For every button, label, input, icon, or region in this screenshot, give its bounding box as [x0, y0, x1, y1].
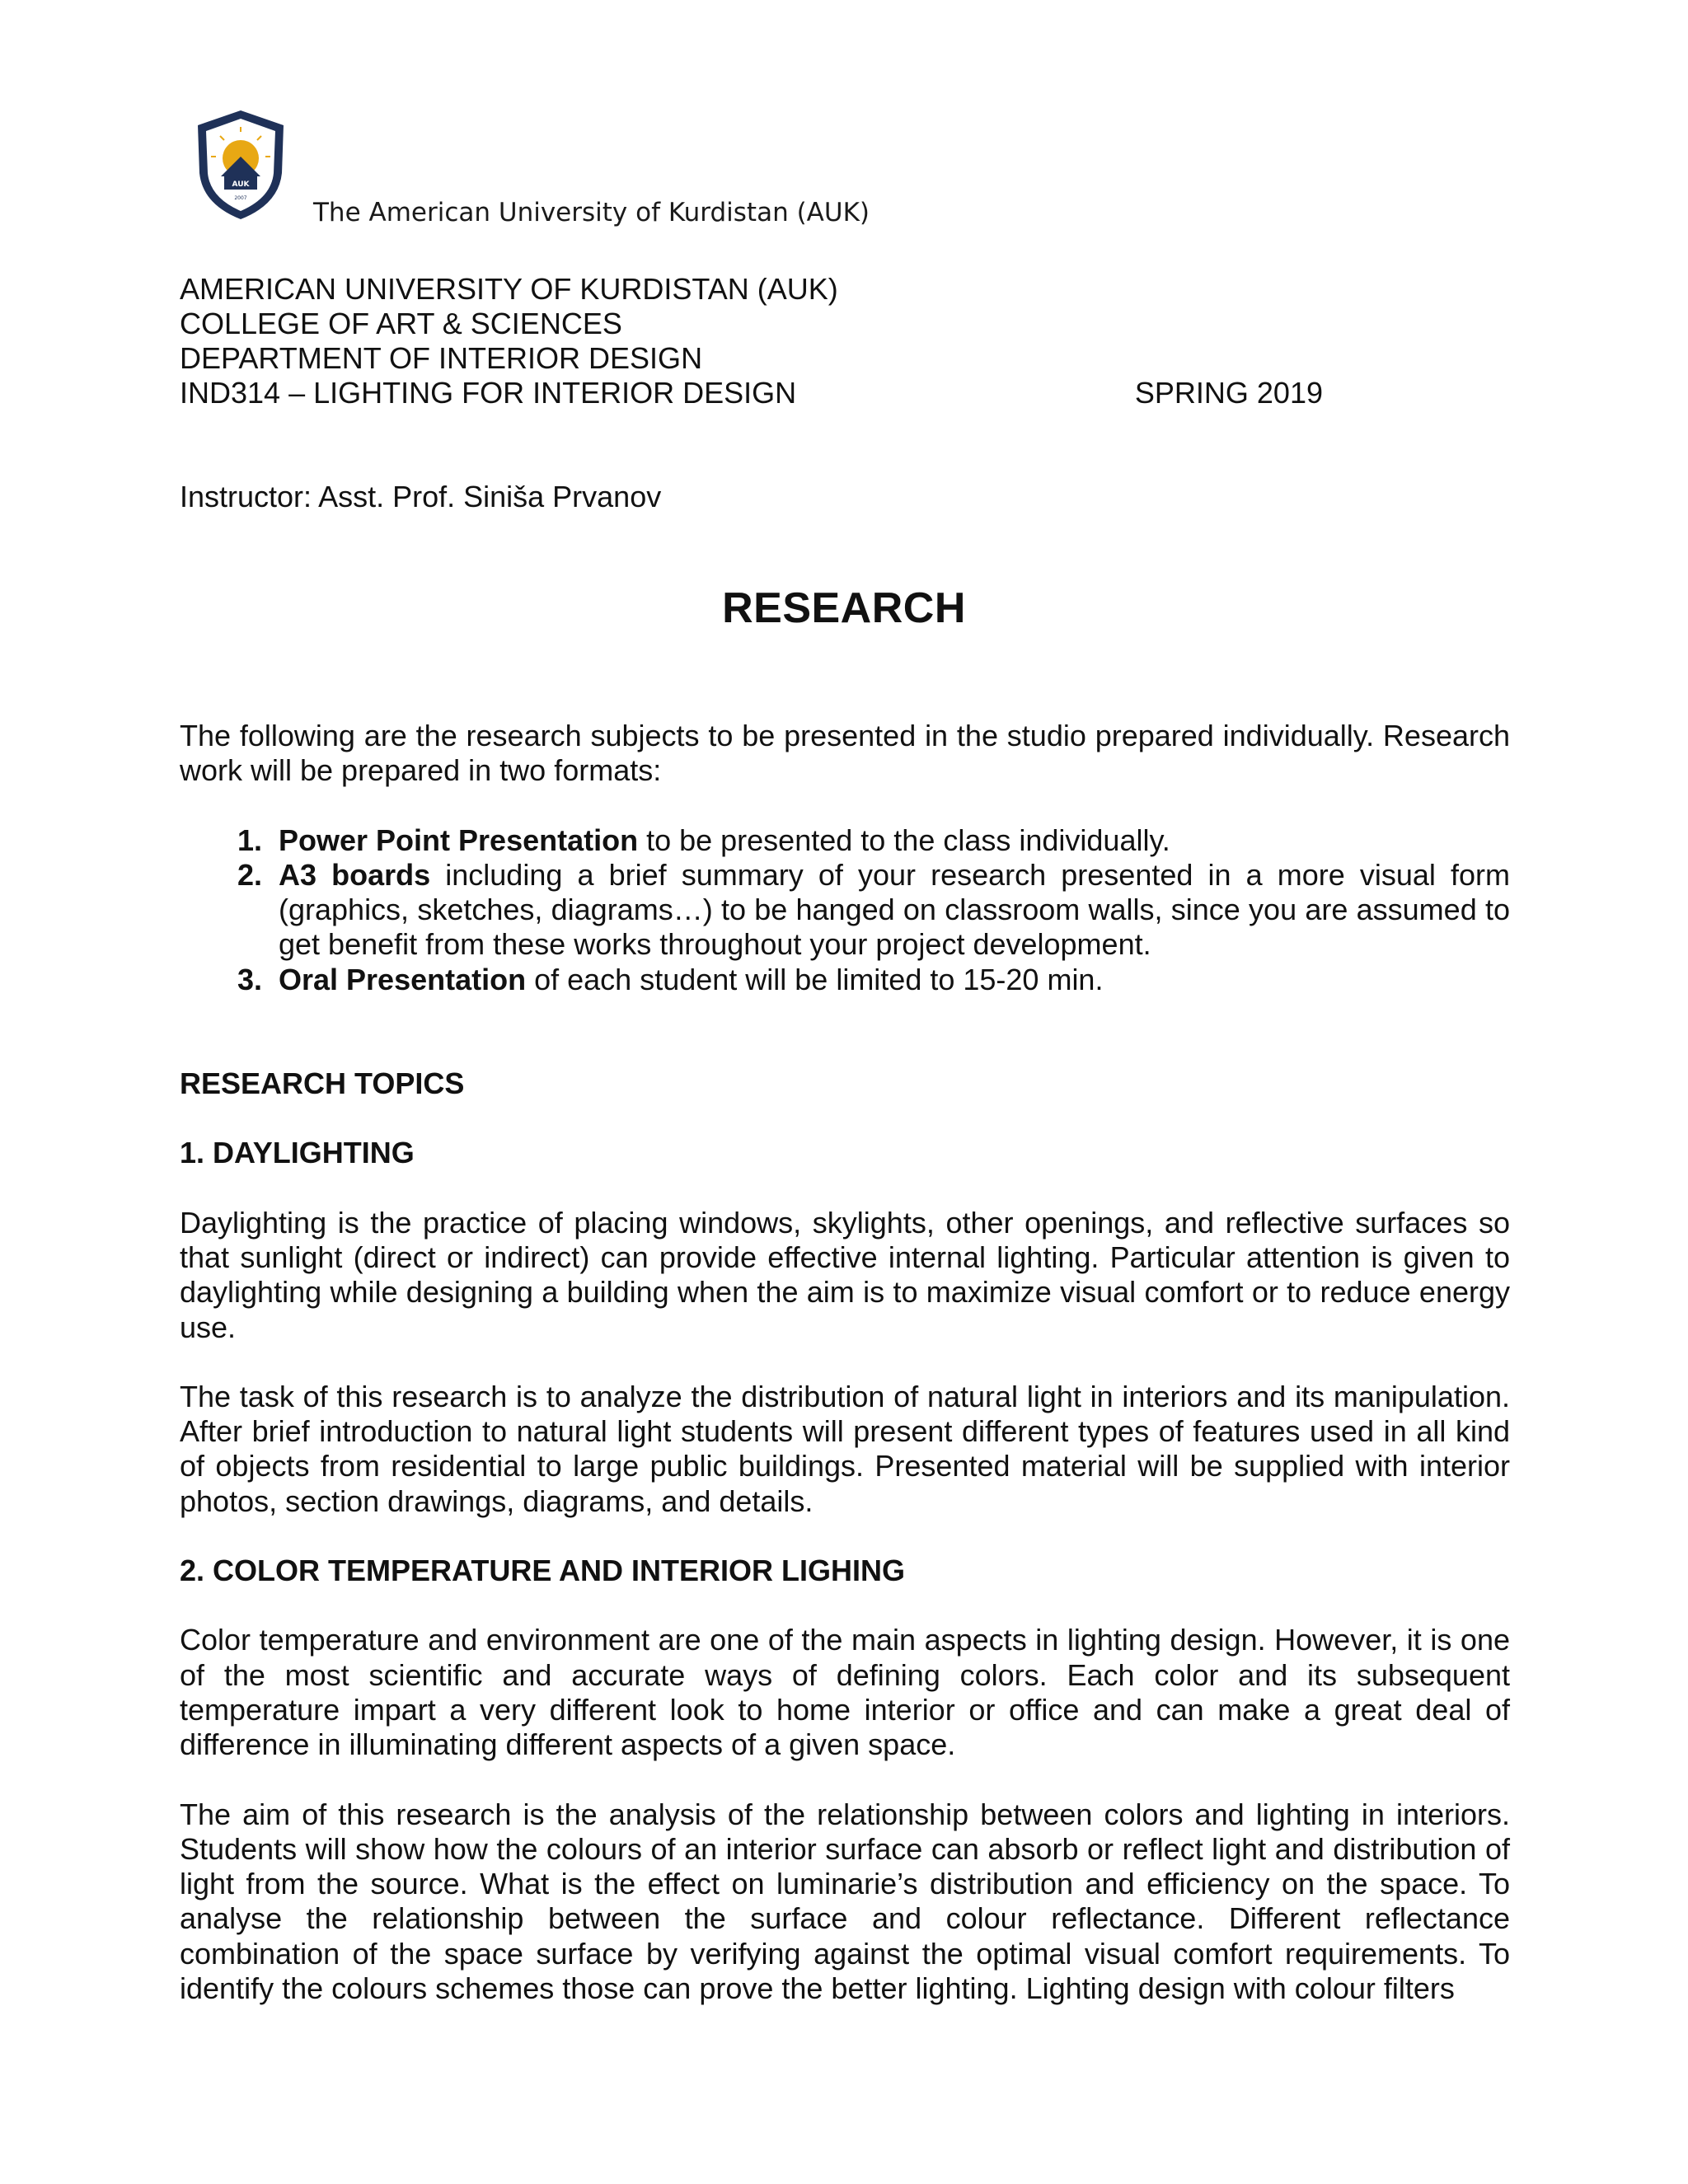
list-item-bold: A3 boards: [279, 857, 431, 892]
list-item-text: including a brief summary of your research presented in a more visual form (graphics, sketches, diagrams…) to be hanged on classroom walls, since you are assumed to get benefit from these works throughout your project development.: [279, 857, 1510, 962]
list-number: 3.: [237, 962, 262, 996]
list-item: [180, 823, 1510, 858]
list-item-bold: Power Point Presentation: [279, 823, 639, 857]
topic-paragraph: Daylighting is the practice of placing windows, skylights, other openings, and reflective surfaces so that sunlight (direct or indirect) can provide effective internal lighting. Particular attention is given to daylighting while designing a building when the aim is to maximize visual comfort or to reduce energy use.: [180, 1205, 1510, 1344]
university-shield-logo-icon: [191, 107, 290, 223]
document-title: RESEARCH: [722, 584, 966, 632]
topic-heading-daylighting: 1. DAYLIGHTING: [180, 1136, 415, 1170]
course-header: [180, 272, 1515, 410]
instructor-line: Instructor: Asst. Prof. Siniša Prvanov: [180, 480, 662, 513]
header-university: AMERICAN UNIVERSITY OF KURDISTAN (AUK): [180, 272, 838, 306]
list-number: 1.: [237, 823, 262, 857]
list-item: [180, 858, 1510, 963]
list-item-text: to be presented to the class individually.: [638, 823, 1170, 857]
topic-paragraph: The task of this research is to analyze the distribution of natural light in interiors and its manipulation. After brief introduction to natural light students will present different types of features used in all kind of objects from residential to large public buildings. Presented material will be supplied with interior photos, section drawings, diagrams, and details.: [180, 1379, 1510, 1518]
formats-list: [180, 823, 1510, 997]
header-course-row: [180, 376, 1323, 410]
list-number: 2.: [237, 857, 262, 892]
list-item: [180, 963, 1510, 997]
topic-paragraph: Color temperature and environment are one of the main aspects in lighting design. However, it is one of the most scientific and accurate ways of defining colors. Each color and its subsequent temperature impart a very different look to home interior or office and can make a great deal of difference in illuminating different aspects of a given space.: [180, 1623, 1510, 1762]
topics-heading: RESEARCH TOPICS: [180, 1066, 465, 1101]
document-body: [180, 719, 1510, 2006]
topic-paragraph: The aim of this research is the analysis of the relationship between colors and lighting in interiors. Students will show how the colours of an interior surface can absorb or reflect light and distribution of light from the source. What is the effect on luminarie’s distribution and efficiency on the space. To analyse the relationship between the surface and colour reflectance. Different reflectance combination of the space surface by verifying against the optimal visual comfort requirements. To identify the colours schemes those can prove the better lighting. Lighting design with colour filters: [180, 1797, 1510, 2006]
header-college: COLLEGE OF ART & SCIENCES: [180, 307, 622, 340]
svg-text:2007: 2007: [234, 195, 247, 201]
svg-text:AUK: AUK: [232, 180, 250, 189]
logo-caption: The American University of Kurdistan (AUK): [313, 198, 870, 227]
header-department: DEPARTMENT OF INTERIOR DESIGN: [180, 341, 703, 375]
header-term: SPRING 2019: [1134, 376, 1323, 410]
list-item-bold: Oral Presentation: [279, 962, 527, 996]
header-course: IND314 – LIGHTING FOR INTERIOR DESIGN: [180, 376, 797, 410]
intro-paragraph: The following are the research subjects to be presented in the studio prepared individually. Research work will be prepared in two formats:: [180, 719, 1510, 788]
topic-heading-color-temperature: 2. COLOR TEMPERATURE AND INTERIOR LIGHING: [180, 1554, 906, 1588]
list-item-text: of each student will be limited to 15-20 min.: [526, 962, 1104, 996]
